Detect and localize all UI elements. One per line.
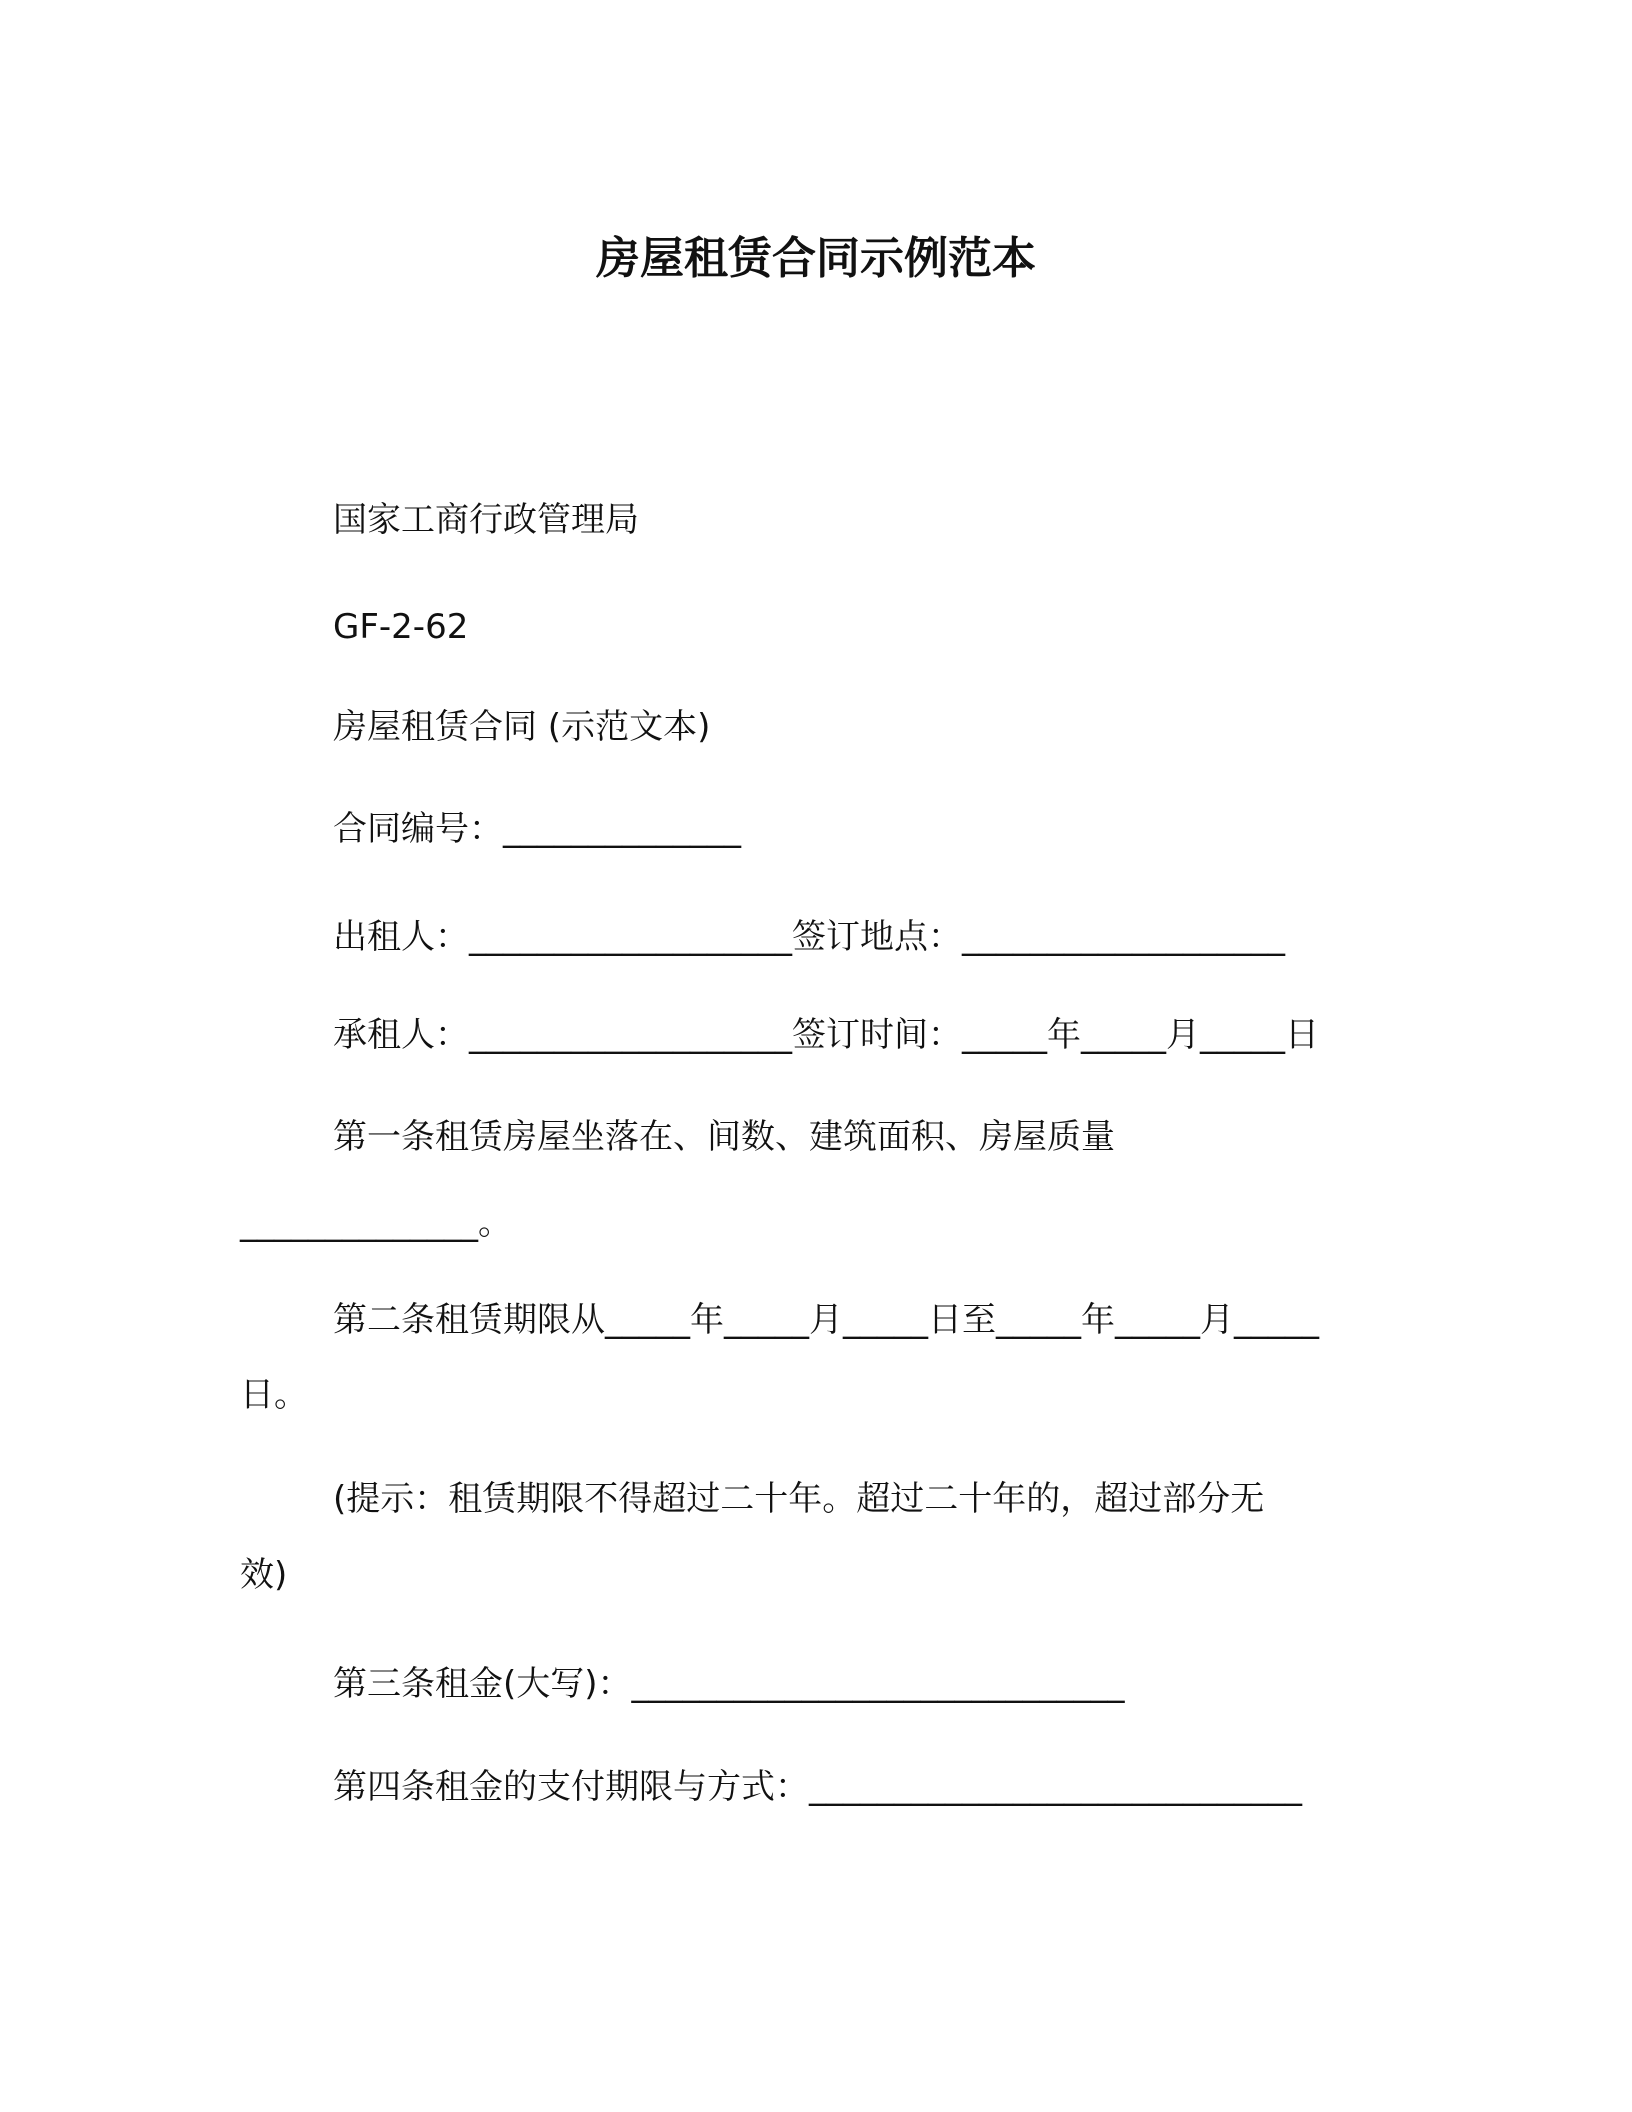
contract-number-field: 合同编号：______________ (333, 809, 741, 849)
article-1-continued: ______________。 (240, 1203, 512, 1243)
article-4: 第四条租金的支付期限与方式：_____________________________ (333, 1767, 1302, 1807)
lessee-and-signing-date: 承租人：___________________签订时间：_____年_____月_____日 (333, 1015, 1319, 1055)
article-2: 第二条租赁期限从_____年_____月_____日至_____年_____月_____ (333, 1300, 1319, 1340)
article-3: 第三条租金(大写)：_____________________________ (333, 1664, 1125, 1704)
article-2-continued: 日。 (240, 1375, 308, 1415)
document-title: 房屋租赁合同示例范本 (596, 233, 1036, 284)
form-code: GF-2-62 (333, 607, 469, 647)
article-1: 第一条租赁房屋坐落在、间数、建筑面积、房屋质量 (333, 1117, 1115, 1157)
contract-subtitle: 房屋租赁合同 (示范文本) (333, 707, 711, 747)
lessor-and-signing-place: 出租人：___________________签订地点：___________________ (333, 917, 1285, 957)
term-note: (提示：租赁期限不得超过二十年。超过二十年的，超过部分无 (333, 1479, 1265, 1519)
term-note-continued: 效) (240, 1555, 288, 1595)
issuing-authority: 国家工商行政管理局 (333, 500, 639, 540)
